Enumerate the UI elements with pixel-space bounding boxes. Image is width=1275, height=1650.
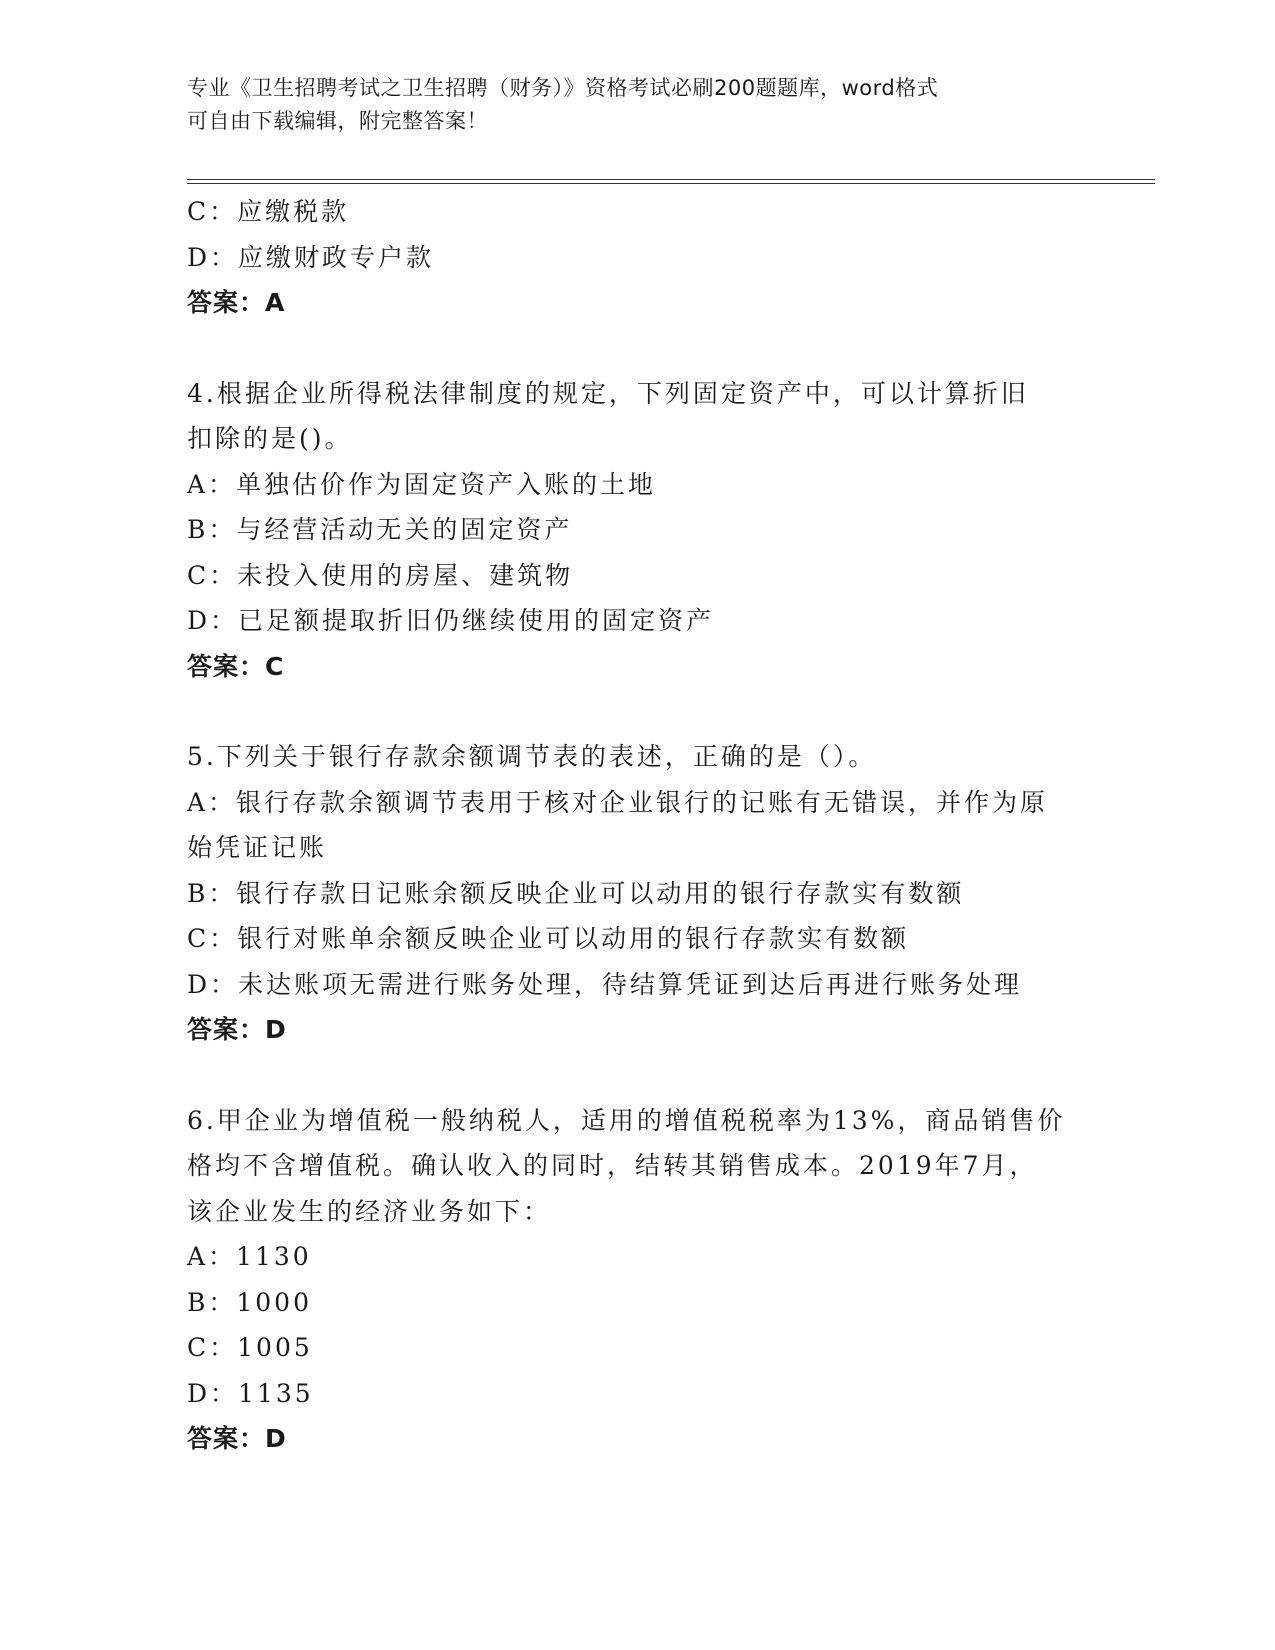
- option-b: B：1000: [187, 1287, 312, 1317]
- header-line-2: 可自由下载编辑，附完整答案！: [187, 109, 488, 133]
- answer-line: 答案：A: [187, 288, 286, 317]
- question-6: [187, 1098, 1107, 1462]
- answer-line: 答案：D: [187, 1424, 287, 1453]
- option-b: B：与经营活动无关的固定资产: [187, 515, 573, 544]
- header-divider-top: [187, 179, 1155, 180]
- option-c: C：未投入使用的房屋、建筑物: [187, 560, 574, 590]
- option-c: C：银行对账单余额反映企业可以动用的银行存款实有数额: [187, 924, 910, 953]
- option-a: A：1130: [187, 1242, 312, 1271]
- document-header: [187, 72, 1087, 138]
- question-5: [187, 734, 1107, 1053]
- answer-line: 答案：C: [187, 651, 285, 681]
- question-stem: 5.下列关于银行存款余额调节表的表述，正确的是（）。: [187, 742, 877, 771]
- option-c: C：应缴税款: [187, 197, 350, 226]
- question-stem: 4.根据企业所得税法律制度的规定，下列固定资产中，可以计算折旧: [187, 378, 1029, 408]
- question-stem: 格均不含增值税。确认收入的同时，结转其销售成本。2019年7月，: [187, 1151, 1038, 1180]
- option-d: D：应缴财政专户款: [187, 242, 435, 272]
- header-line-1: 专业《卫生招聘考试之卫生招聘（财务）》资格考试必刷200题题库，word格式: [187, 76, 939, 100]
- option-d: D：已足额提取折旧仍继续使用的固定资产: [187, 606, 715, 635]
- question-fragment: [187, 189, 1107, 326]
- question-4: [187, 371, 1107, 690]
- option-a: A：银行存款余额调节表用于核对企业银行的记账有无错误，并作为原: [187, 787, 1049, 817]
- option-b: B：银行存款日记账余额反映企业可以动用的银行存款实有数额: [187, 878, 965, 908]
- option-d: D：未达账项无需进行账务处理，待结算凭证到达后再进行账务处理: [187, 969, 1023, 999]
- option-d: D：1135: [187, 1378, 314, 1408]
- option-a: A：单独估价作为固定资产入账的土地: [187, 469, 657, 499]
- answer-line: 答案：D: [187, 1015, 287, 1044]
- question-stem: 6.甲企业为增值税一般纳税人，适用的增值税税率为13%，商品销售价: [187, 1105, 1066, 1135]
- option-a-continued: 始凭证记账: [187, 833, 328, 862]
- document-body: [187, 189, 1107, 1462]
- option-c: C：1005: [187, 1333, 313, 1362]
- header-divider-bottom: [187, 183, 1155, 184]
- question-stem: 该企业发生的经济业务如下：: [187, 1196, 552, 1226]
- question-stem: 扣除的是()。: [187, 424, 353, 453]
